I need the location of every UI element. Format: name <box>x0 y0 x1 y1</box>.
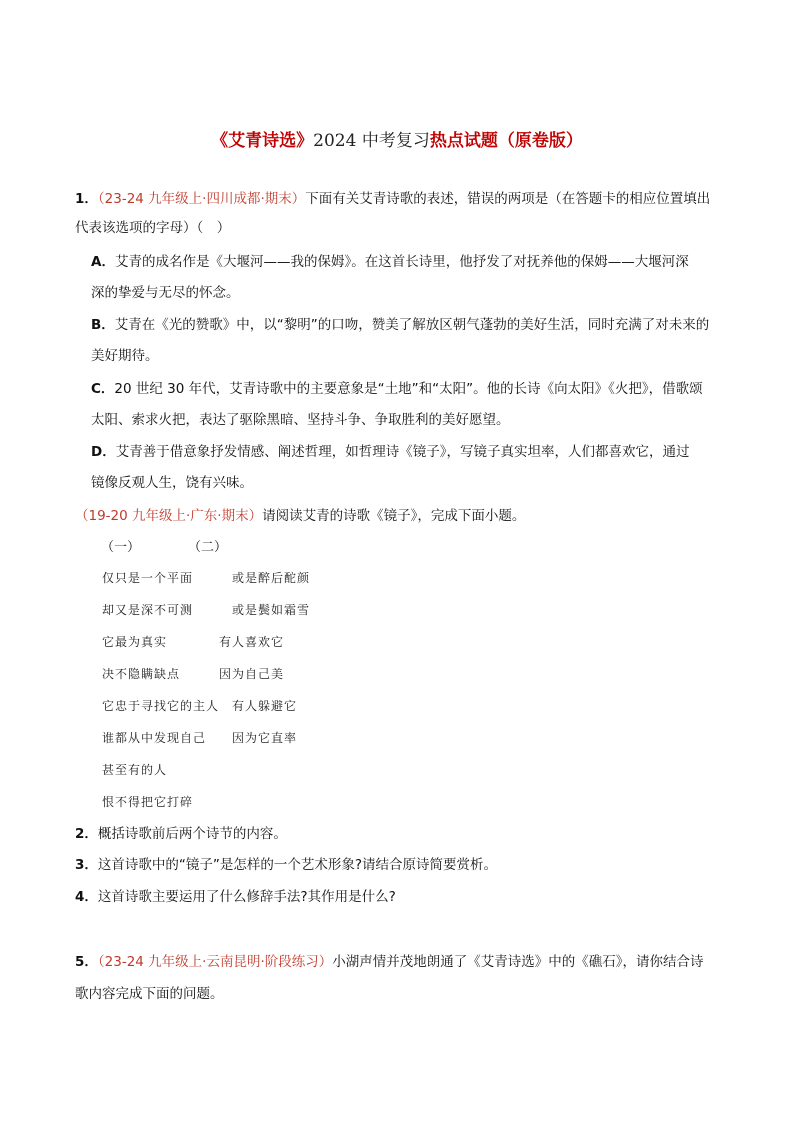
poem-line: 甚至有的人 <box>102 763 168 777</box>
option-text: 艾青的成名作是《大堰河——我的保姆》。在这首长诗里，他抒发了对抚养他的保姆——大堰河深 <box>114 254 689 270</box>
question-3 <box>75 856 497 874</box>
passage-source: （19-20 九年级上·广东·期末） <box>75 508 263 524</box>
question-text: 概括诗歌前后两个诗节的内容。 <box>97 826 287 842</box>
option-c-line-1 <box>91 380 703 398</box>
poem-section-label-2: （二） <box>188 540 228 555</box>
question-source: （23-24 九年级上·云南昆明·阶段练习） <box>97 954 333 970</box>
question-number: 2． <box>75 826 98 842</box>
question-number: 3． <box>75 857 98 873</box>
option-b-line-1 <box>91 316 709 334</box>
option-d-line-1 <box>91 443 689 461</box>
question-5-line-1 <box>75 953 704 971</box>
poem-line: 谁都从中发现自己 因为它直率 <box>102 731 298 745</box>
option-a-line-1 <box>91 253 689 271</box>
poem-line: 仅只是一个平面 或是醉后酡颜 <box>102 571 311 585</box>
option-label: B． <box>91 317 115 333</box>
poem-line: 恨不得把它打碎 <box>102 795 194 809</box>
poem-section-label-1: （一） <box>101 540 141 555</box>
poem-line: 却又是深不可测 或是鬓如霜雪 <box>102 603 311 617</box>
question-number: 1． <box>75 191 98 207</box>
question-number: 5． <box>75 954 98 970</box>
option-text: 艾青善于借意象抒发情感、阐述哲理，如哲理诗《镜子》，写镜子真实坦率，人们都喜欢它，通过 <box>115 444 690 460</box>
page-title <box>0 126 794 151</box>
question-1-line-2: 代表该选项的字母）（ ） <box>75 220 231 236</box>
question-number: 4． <box>75 889 98 905</box>
option-c-line-2: 太阳、索求火把，表达了驱除黑暗、坚持斗争、争取胜利的美好愿望。 <box>91 412 510 428</box>
passage-instruction: 请阅读艾青的诗歌《镜子》，完成下面小题。 <box>262 508 526 524</box>
option-label: A． <box>91 254 115 270</box>
question-stem: 下面有关艾青诗歌的表述，错误的两项是（在答题卡的相应位置填出 <box>305 191 711 207</box>
question-1-line-1 <box>75 190 710 208</box>
option-label: D． <box>91 444 116 460</box>
option-d-line-2: 镜像反观人生，饶有兴味。 <box>91 475 253 491</box>
poem-line: 决不隐瞒缺点 因为自己美 <box>102 667 285 681</box>
question-text: 这首诗歌主要运用了什么修辞手法?其作用是什么? <box>97 889 396 905</box>
question-source: （23-24 九年级上·四川成都·期末） <box>97 191 306 207</box>
option-text: 艾青在《光的赞歌》中，以“黎明”的口吻，赞美了解放区朝气蓬勃的美好生活，同时充满了对未来的 <box>114 317 710 333</box>
title-year: 2024 中考复习 <box>313 131 430 151</box>
option-text: 20 世纪 30 年代，艾青诗歌中的主要意象是“土地”和“太阳”。他的长诗《向太阳》《火把》，借歌颂 <box>114 381 703 397</box>
title-subtitle: 热点试题（原卷版） <box>429 131 583 151</box>
question-5-line-2: 歌内容完成下面的问题。 <box>75 986 224 1002</box>
title-book-name: 《艾青诗选》 <box>211 131 314 151</box>
poem-line: 它最为真实 有人喜欢它 <box>102 635 285 649</box>
option-b-line-2: 美好期待。 <box>91 348 159 364</box>
question-2 <box>75 825 287 843</box>
passage-intro <box>75 507 525 525</box>
option-a-line-2: 深的挚爱与无尽的怀念。 <box>91 285 240 301</box>
question-stem: 小湖声情并茂地朗通了《艾青诗选》中的《礁石》，请你结合诗 <box>332 954 704 970</box>
question-4 <box>75 888 396 906</box>
poem-line: 它忠于寻找它的主人 有人躲避它 <box>102 699 298 713</box>
option-label: C． <box>91 381 115 397</box>
question-text: 这首诗歌中的“镜子”是怎样的一个艺术形象?请结合原诗简要赏析。 <box>97 857 498 873</box>
